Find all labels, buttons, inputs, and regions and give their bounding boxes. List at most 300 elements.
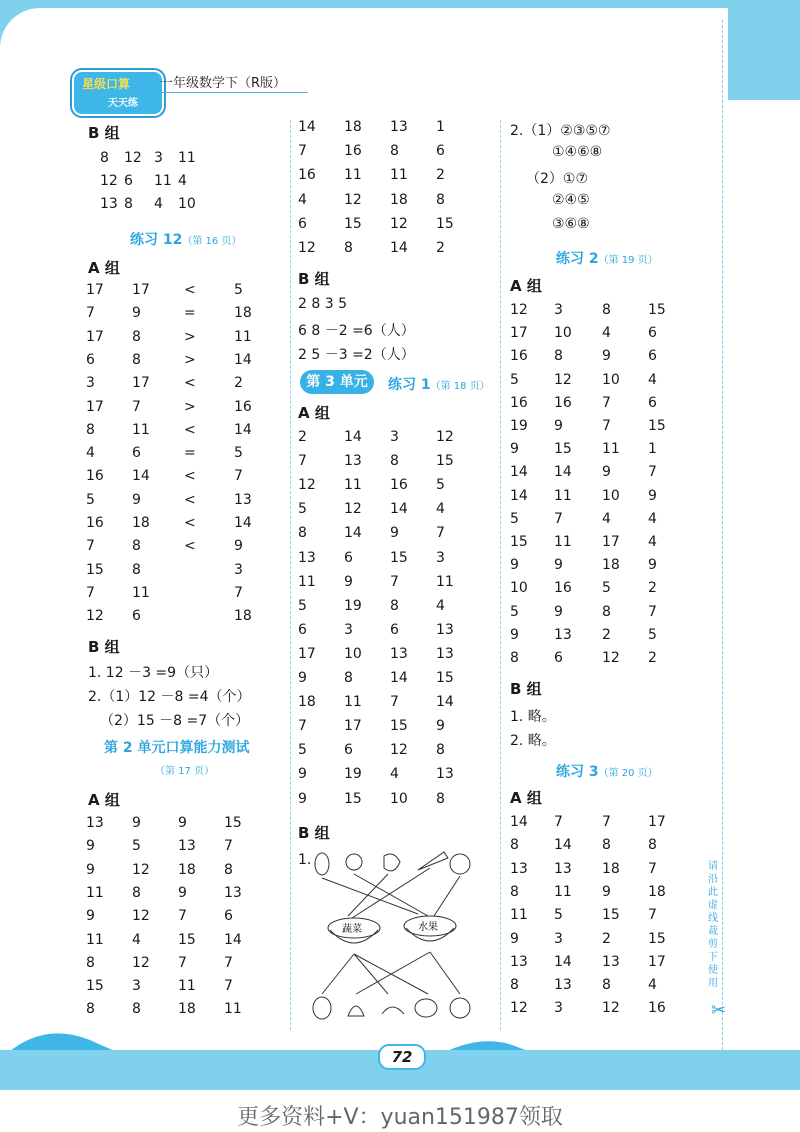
grid-cell: 7 — [86, 305, 95, 322]
grid-cell: 15 — [648, 302, 666, 318]
grid-cell: 11 — [154, 173, 172, 189]
grid-cell: 3 — [390, 429, 399, 445]
grid-cell: 15 — [86, 561, 104, 578]
grid-cell: 7 — [234, 584, 243, 601]
grid-cell: 11 — [344, 694, 362, 711]
grid-cell: 9 — [602, 883, 611, 900]
grid-cell: 4 — [86, 445, 95, 462]
grid-cell: 8 — [510, 883, 519, 900]
grid-cell: 13 — [436, 621, 454, 638]
grid-cell: 9 — [390, 525, 399, 542]
grid-cell: < — [184, 421, 196, 438]
grid-cell: 13 — [344, 453, 362, 470]
grid-cell: 9 — [86, 861, 95, 878]
grid-cell: 12 — [510, 302, 528, 318]
matching-figure — [308, 846, 484, 1026]
grid-cell: 15 — [390, 549, 408, 566]
group-label: B 组 — [510, 680, 542, 698]
grid-cell: 6 — [390, 621, 399, 638]
grid-cell: 15 — [648, 930, 666, 947]
grid-cell: 5 — [602, 580, 611, 597]
grid-cell: 9 — [86, 838, 95, 855]
grid-cell: 12 — [602, 650, 620, 666]
grid-cell: 8 — [132, 561, 141, 578]
grid-cell: 5 — [234, 282, 243, 298]
grid-cell: > — [184, 351, 196, 368]
grid-cell: 11 — [390, 167, 408, 184]
grid-cell: 5 — [234, 445, 243, 462]
grid-cell: 3 — [554, 302, 563, 318]
answer-line: 2. 略。 — [510, 733, 556, 749]
answer-line: （2）15 －8 =7（个） — [100, 713, 250, 729]
test-page: （第 17 页） — [155, 766, 215, 777]
grid-cell: 7 — [648, 464, 657, 481]
grid-cell: 16 — [554, 394, 572, 411]
grid-cell: 15 — [344, 215, 362, 232]
grid-cell: 18 — [178, 1001, 196, 1018]
grid-cell: 6 — [124, 173, 133, 189]
grid-cell: 6 — [648, 348, 657, 365]
grid-cell: 9 — [554, 557, 563, 574]
grid-cell: 4 — [648, 977, 657, 994]
grid-cell: 8 — [132, 1001, 141, 1018]
grid-cell: 2 — [436, 167, 445, 184]
grid-cell: 7 — [298, 453, 307, 470]
grid-cell: 15 — [224, 815, 242, 831]
grid-cell: 4 — [436, 597, 445, 614]
grid-cell: 11 — [602, 441, 620, 458]
grid-cell: 5 — [648, 626, 657, 643]
grid-cell: 12 — [344, 191, 362, 208]
grid-cell: 13 — [178, 838, 196, 855]
grid-cell: 8 — [602, 603, 611, 620]
grid-cell: 10 — [344, 645, 362, 662]
grid-cell: 9 — [234, 538, 243, 555]
grid-cell: 14 — [344, 525, 362, 542]
grid-cell: 9 — [132, 815, 141, 831]
fruit-veg-icons-bottom — [313, 997, 470, 1019]
grid-cell: 15 — [510, 534, 528, 550]
grid-cell: 18 — [602, 557, 620, 574]
grid-cell: 14 — [390, 240, 408, 256]
grid-cell: 8 — [554, 348, 563, 365]
grid-cell: 7 — [602, 814, 611, 830]
grid-cell: 17 — [132, 282, 150, 298]
grid-cell: 12 — [436, 429, 454, 445]
grid-cell: 9 — [436, 718, 445, 735]
grid-cell: 1 — [436, 119, 445, 135]
grid-cell: 7 — [436, 525, 445, 542]
grid-cell: 13 — [390, 119, 408, 135]
grid-cell: 2 — [648, 650, 657, 666]
exercise-page: （第 19 页） — [598, 255, 658, 266]
grid-cell: 7 — [648, 603, 657, 620]
grid-cell: < — [184, 515, 196, 531]
grid-cell: 6 — [554, 650, 563, 666]
grid-cell: 5 — [510, 371, 519, 388]
grid-cell: 7 — [178, 954, 187, 971]
grid-cell: 4 — [178, 173, 187, 189]
grid-cell: 6 — [298, 621, 307, 638]
grid-cell: 14 — [510, 487, 528, 504]
grid-cell: 13 — [602, 953, 620, 970]
grid-cell: 17 — [510, 325, 528, 342]
exercise-title — [556, 248, 658, 268]
grid-cell: 15 — [178, 931, 196, 948]
grid-cell: 7 — [178, 908, 187, 925]
grid-cell: 7 — [390, 694, 399, 711]
grid-cell: 9 — [178, 815, 187, 831]
grid-cell: 18 — [178, 861, 196, 878]
grid-cell: 9 — [602, 464, 611, 481]
grid-cell: 5 — [132, 838, 141, 855]
grid-cell: 14 — [234, 351, 252, 368]
basket-label-1: 蔬菜 — [342, 924, 362, 935]
grid-cell: 11 — [178, 978, 196, 995]
grid-cell: 12 — [298, 477, 316, 494]
grid-cell: 2 — [602, 930, 611, 947]
grid-cell: 9 — [510, 557, 519, 574]
grid-cell: 11 — [554, 883, 572, 900]
grid-cell: 13 — [554, 860, 572, 877]
grid-cell: 11 — [554, 534, 572, 550]
exercise-page: （第 16 页） — [182, 236, 242, 247]
grid-cell: 5 — [554, 907, 563, 924]
grid-cell: 19 — [344, 766, 362, 783]
grid-cell: 11 — [554, 487, 572, 504]
grid-cell: 5 — [510, 510, 519, 527]
grid-cell: 12 — [86, 608, 104, 625]
logo — [72, 70, 164, 116]
grid-cell: < — [184, 538, 196, 555]
exercise-page: （第 18 页） — [430, 381, 490, 392]
grid-cell: 2 — [436, 240, 445, 256]
grid-cell: > — [184, 398, 196, 415]
answer-line: ③⑥⑧ — [552, 216, 590, 232]
grid-cell: 9 — [554, 418, 563, 434]
grid-cell: < — [184, 282, 196, 298]
group-label: A 组 — [510, 789, 542, 807]
exercise-title — [388, 374, 490, 394]
grid-cell: 18 — [648, 883, 666, 900]
page-number: 72 — [378, 1044, 426, 1070]
exercise-name: 练习 12 — [130, 232, 183, 248]
grid-cell: 10 — [602, 487, 620, 504]
grid-cell: 17 — [602, 534, 620, 550]
grid-cell: 8 — [100, 150, 109, 166]
grid-cell: 15 — [436, 215, 454, 232]
grid-cell: 18 — [344, 119, 362, 135]
grid-cell: 10 — [390, 790, 408, 807]
grid-cell: 8 — [390, 143, 399, 160]
grid-cell: 17 — [648, 953, 666, 970]
grid-cell: 14 — [224, 931, 242, 948]
grid-cell: 3 — [554, 1000, 563, 1017]
grid-cell: 14 — [344, 429, 362, 445]
grid-cell: 14 — [390, 501, 408, 518]
grid-cell: 12 — [132, 861, 150, 878]
grid-cell: 7 — [86, 584, 95, 601]
grid-cell: 9 — [510, 441, 519, 458]
grid-cell: 14 — [390, 670, 408, 686]
grid-cell: 18 — [298, 694, 316, 711]
grid-cell: 7 — [602, 394, 611, 411]
grid-cell: 12 — [390, 215, 408, 232]
grid-cell: 11 — [298, 573, 316, 590]
answer-line: 6 8 －2 =6（人） — [298, 323, 415, 339]
grid-cell: 11 — [344, 167, 362, 184]
grid-cell: 18 — [132, 515, 150, 531]
grid-cell: 13 — [510, 953, 528, 970]
grid-cell: 6 — [344, 742, 353, 759]
grid-cell: 3 — [234, 561, 243, 578]
grid-cell: 7 — [234, 468, 243, 485]
grid-cell: 4 — [648, 371, 657, 388]
grid-cell: 17 — [648, 814, 666, 830]
grid-cell: 8 — [132, 328, 141, 345]
logo-line2: 天天练 — [108, 98, 138, 109]
grid-cell: 15 — [436, 670, 454, 686]
column-divider — [500, 120, 502, 1030]
grid-cell: 15 — [390, 718, 408, 735]
grid-cell: 5 — [510, 603, 519, 620]
grid-cell: 13 — [86, 815, 104, 831]
grid-cell: 9 — [298, 670, 307, 686]
grid-cell: 13 — [234, 491, 252, 508]
grid-cell: 16 — [86, 515, 104, 531]
grid-cell: 12 — [344, 501, 362, 518]
grid-cell: 15 — [602, 907, 620, 924]
grid-cell: 13 — [554, 977, 572, 994]
grid-cell: 13 — [390, 645, 408, 662]
exercise-name: 练习 1 — [388, 377, 431, 393]
grid-cell: 7 — [86, 538, 95, 555]
grid-cell: 11 — [86, 931, 104, 948]
grid-cell: 9 — [178, 884, 187, 901]
grid-cell: 8 — [132, 884, 141, 901]
answer-line: （2）①⑦ — [526, 171, 589, 187]
grid-cell: 8 — [436, 790, 445, 807]
grid-cell: 19 — [344, 597, 362, 614]
grid-cell: < — [184, 375, 196, 392]
answer-line: 1. — [298, 852, 312, 868]
grid-cell: 12 — [100, 173, 118, 189]
grid-cell: 6 — [648, 394, 657, 411]
grid-cell: 8 — [648, 837, 657, 854]
scissors-icon: ✂ — [711, 1000, 727, 1021]
grid-cell: 8 — [602, 837, 611, 854]
grid-cell: 3 — [436, 549, 445, 566]
grid-cell: 18 — [234, 305, 252, 322]
grid-cell: 3 — [154, 150, 163, 166]
grid-cell: 12 — [602, 1000, 620, 1017]
grid-cell: 8 — [86, 421, 95, 438]
exercise-page: （第 20 页） — [598, 768, 658, 779]
grid-cell: 6 — [132, 608, 141, 625]
grid-cell: 17 — [344, 718, 362, 735]
grid-cell: 8 — [124, 196, 133, 212]
grid-cell: 8 — [436, 742, 445, 759]
grid-cell: 8 — [390, 597, 399, 614]
grid-cell: 2 — [648, 580, 657, 597]
grid-cell: 11 — [510, 907, 528, 924]
group-label: B 组 — [298, 824, 330, 842]
grid-cell: 10 — [554, 325, 572, 342]
answer-line: 1. 略。 — [510, 709, 556, 725]
grid-cell: 8 — [132, 351, 141, 368]
grid-cell: 9 — [510, 626, 519, 643]
grid-cell: 6 — [224, 908, 233, 925]
grid-cell: 14 — [298, 119, 316, 135]
fruit-veg-icons-top — [315, 852, 470, 875]
grid-cell: 14 — [554, 953, 572, 970]
grid-cell: 5 — [298, 501, 307, 518]
grid-cell: 3 — [344, 621, 353, 638]
grid-cell: > — [184, 328, 196, 345]
grid-cell: 16 — [344, 143, 362, 160]
grid-cell: 15 — [436, 453, 454, 470]
group-label: B 组 — [88, 638, 120, 656]
grid-cell: 9 — [298, 766, 307, 783]
grid-cell: 9 — [298, 790, 307, 807]
grid-cell: 17 — [86, 282, 104, 298]
unit-badge: 第 3 单元 — [300, 370, 374, 394]
grid-cell: 19 — [510, 418, 528, 434]
grid-cell: 7 — [648, 860, 657, 877]
grid-cell: 8 — [390, 453, 399, 470]
group-label: B 组 — [298, 270, 330, 288]
grid-cell: 14 — [510, 464, 528, 481]
group-label: A 组 — [510, 277, 542, 295]
grid-cell: 9 — [344, 573, 353, 590]
grid-cell: 5 — [86, 491, 95, 508]
grid-cell: 7 — [554, 510, 563, 527]
grid-cell: 14 — [234, 515, 252, 531]
grid-cell: 15 — [648, 418, 666, 434]
grid-cell: < — [184, 468, 196, 485]
grid-cell: 16 — [510, 348, 528, 365]
answer-line: 2 8 3 5 — [298, 296, 347, 312]
grid-cell: 11 — [132, 421, 150, 438]
grid-cell: 3 — [554, 930, 563, 947]
group-label: A 组 — [88, 259, 120, 277]
grid-cell: 7 — [648, 907, 657, 924]
grid-cell: 12 — [124, 150, 142, 166]
grid-cell: 13 — [100, 196, 118, 212]
grid-cell: 14 — [554, 837, 572, 854]
grid-cell: 11 — [86, 884, 104, 901]
book-title: 一年级数学下（R版） — [160, 76, 287, 91]
grid-cell: 2 — [298, 429, 307, 445]
grid-cell: 5 — [436, 477, 445, 494]
grid-cell: 4 — [298, 191, 307, 208]
exercise-title — [556, 761, 658, 781]
answer-line: ②④⑤ — [552, 192, 590, 208]
grid-cell: 7 — [602, 418, 611, 434]
group-label: B 组 — [88, 124, 120, 142]
grid-cell: 8 — [602, 977, 611, 994]
grid-cell: 7 — [298, 143, 307, 160]
grid-cell: 18 — [602, 860, 620, 877]
grid-cell: 4 — [648, 510, 657, 527]
column-divider — [290, 120, 292, 1030]
grid-cell: 14 — [132, 468, 150, 485]
grid-cell: 17 — [86, 328, 104, 345]
grid-cell: 5 — [298, 597, 307, 614]
answer-line: 2.（1）12 －8 =4（个） — [88, 689, 251, 705]
grid-cell: 15 — [344, 790, 362, 807]
grid-cell: < — [184, 491, 196, 508]
grid-cell: 6 — [436, 143, 445, 160]
grid-cell: 6 — [344, 549, 353, 566]
basket-label-2: 水果 — [418, 922, 438, 933]
grid-cell: 7 — [132, 398, 141, 415]
grid-cell: 8 — [344, 670, 353, 686]
grid-cell: 15 — [86, 978, 104, 995]
grid-cell: 14 — [554, 464, 572, 481]
grid-cell: 18 — [234, 608, 252, 625]
grid-cell: 13 — [554, 626, 572, 643]
grid-cell: 4 — [154, 196, 163, 212]
grid-cell: 4 — [436, 501, 445, 518]
cut-note: 请沿此虚线裁剪下使用 — [708, 861, 718, 989]
grid-cell: 8 — [436, 191, 445, 208]
grid-cell: 12 — [510, 1000, 528, 1017]
group-label: A 组 — [298, 404, 330, 422]
grid-cell: 7 — [554, 814, 563, 830]
grid-cell: 18 — [390, 191, 408, 208]
grid-cell: 4 — [648, 534, 657, 550]
grid-cell: 6 — [298, 215, 307, 232]
grid-cell: 2 — [602, 626, 611, 643]
grid-cell: 11 — [178, 150, 196, 166]
grid-cell: 8 — [86, 954, 95, 971]
grid-cell: 7 — [224, 838, 233, 855]
logo-line1: 星级口算 — [82, 77, 131, 91]
grid-cell: 13 — [224, 884, 242, 901]
grid-cell: 9 — [510, 930, 519, 947]
grid-cell: 6 — [132, 445, 141, 462]
grid-cell: 13 — [510, 860, 528, 877]
test-title: 第 2 单元口算能力测试 — [104, 740, 250, 756]
grid-cell: = — [184, 305, 196, 322]
grid-cell: 9 — [648, 487, 657, 504]
grid-cell: 17 — [298, 645, 316, 662]
grid-cell: 4 — [390, 766, 399, 783]
grid-cell: 1 — [648, 441, 657, 458]
grid-cell: 15 — [554, 441, 572, 458]
grid-cell: 11 — [234, 328, 252, 345]
grid-cell: 14 — [234, 421, 252, 438]
grid-cell: 8 — [132, 538, 141, 555]
grid-cell: 6 — [86, 351, 95, 368]
grid-cell: 10 — [178, 196, 196, 212]
grid-cell: 7 — [298, 718, 307, 735]
exercise-name: 练习 2 — [556, 251, 599, 267]
grid-cell: 3 — [86, 375, 95, 392]
grid-cell: = — [184, 445, 196, 462]
grid-cell: 13 — [436, 645, 454, 662]
title-underline — [158, 92, 308, 93]
grid-cell: 4 — [132, 931, 141, 948]
grid-cell: 8 — [224, 861, 233, 878]
grid-cell: 8 — [510, 650, 519, 666]
grid-cell: 17 — [132, 375, 150, 392]
watermark: 更多资料+V：yuan151987领取 — [237, 1105, 563, 1130]
grid-cell: 8 — [298, 525, 307, 542]
grid-cell: 7 — [390, 573, 399, 590]
grid-cell: 9 — [132, 491, 141, 508]
